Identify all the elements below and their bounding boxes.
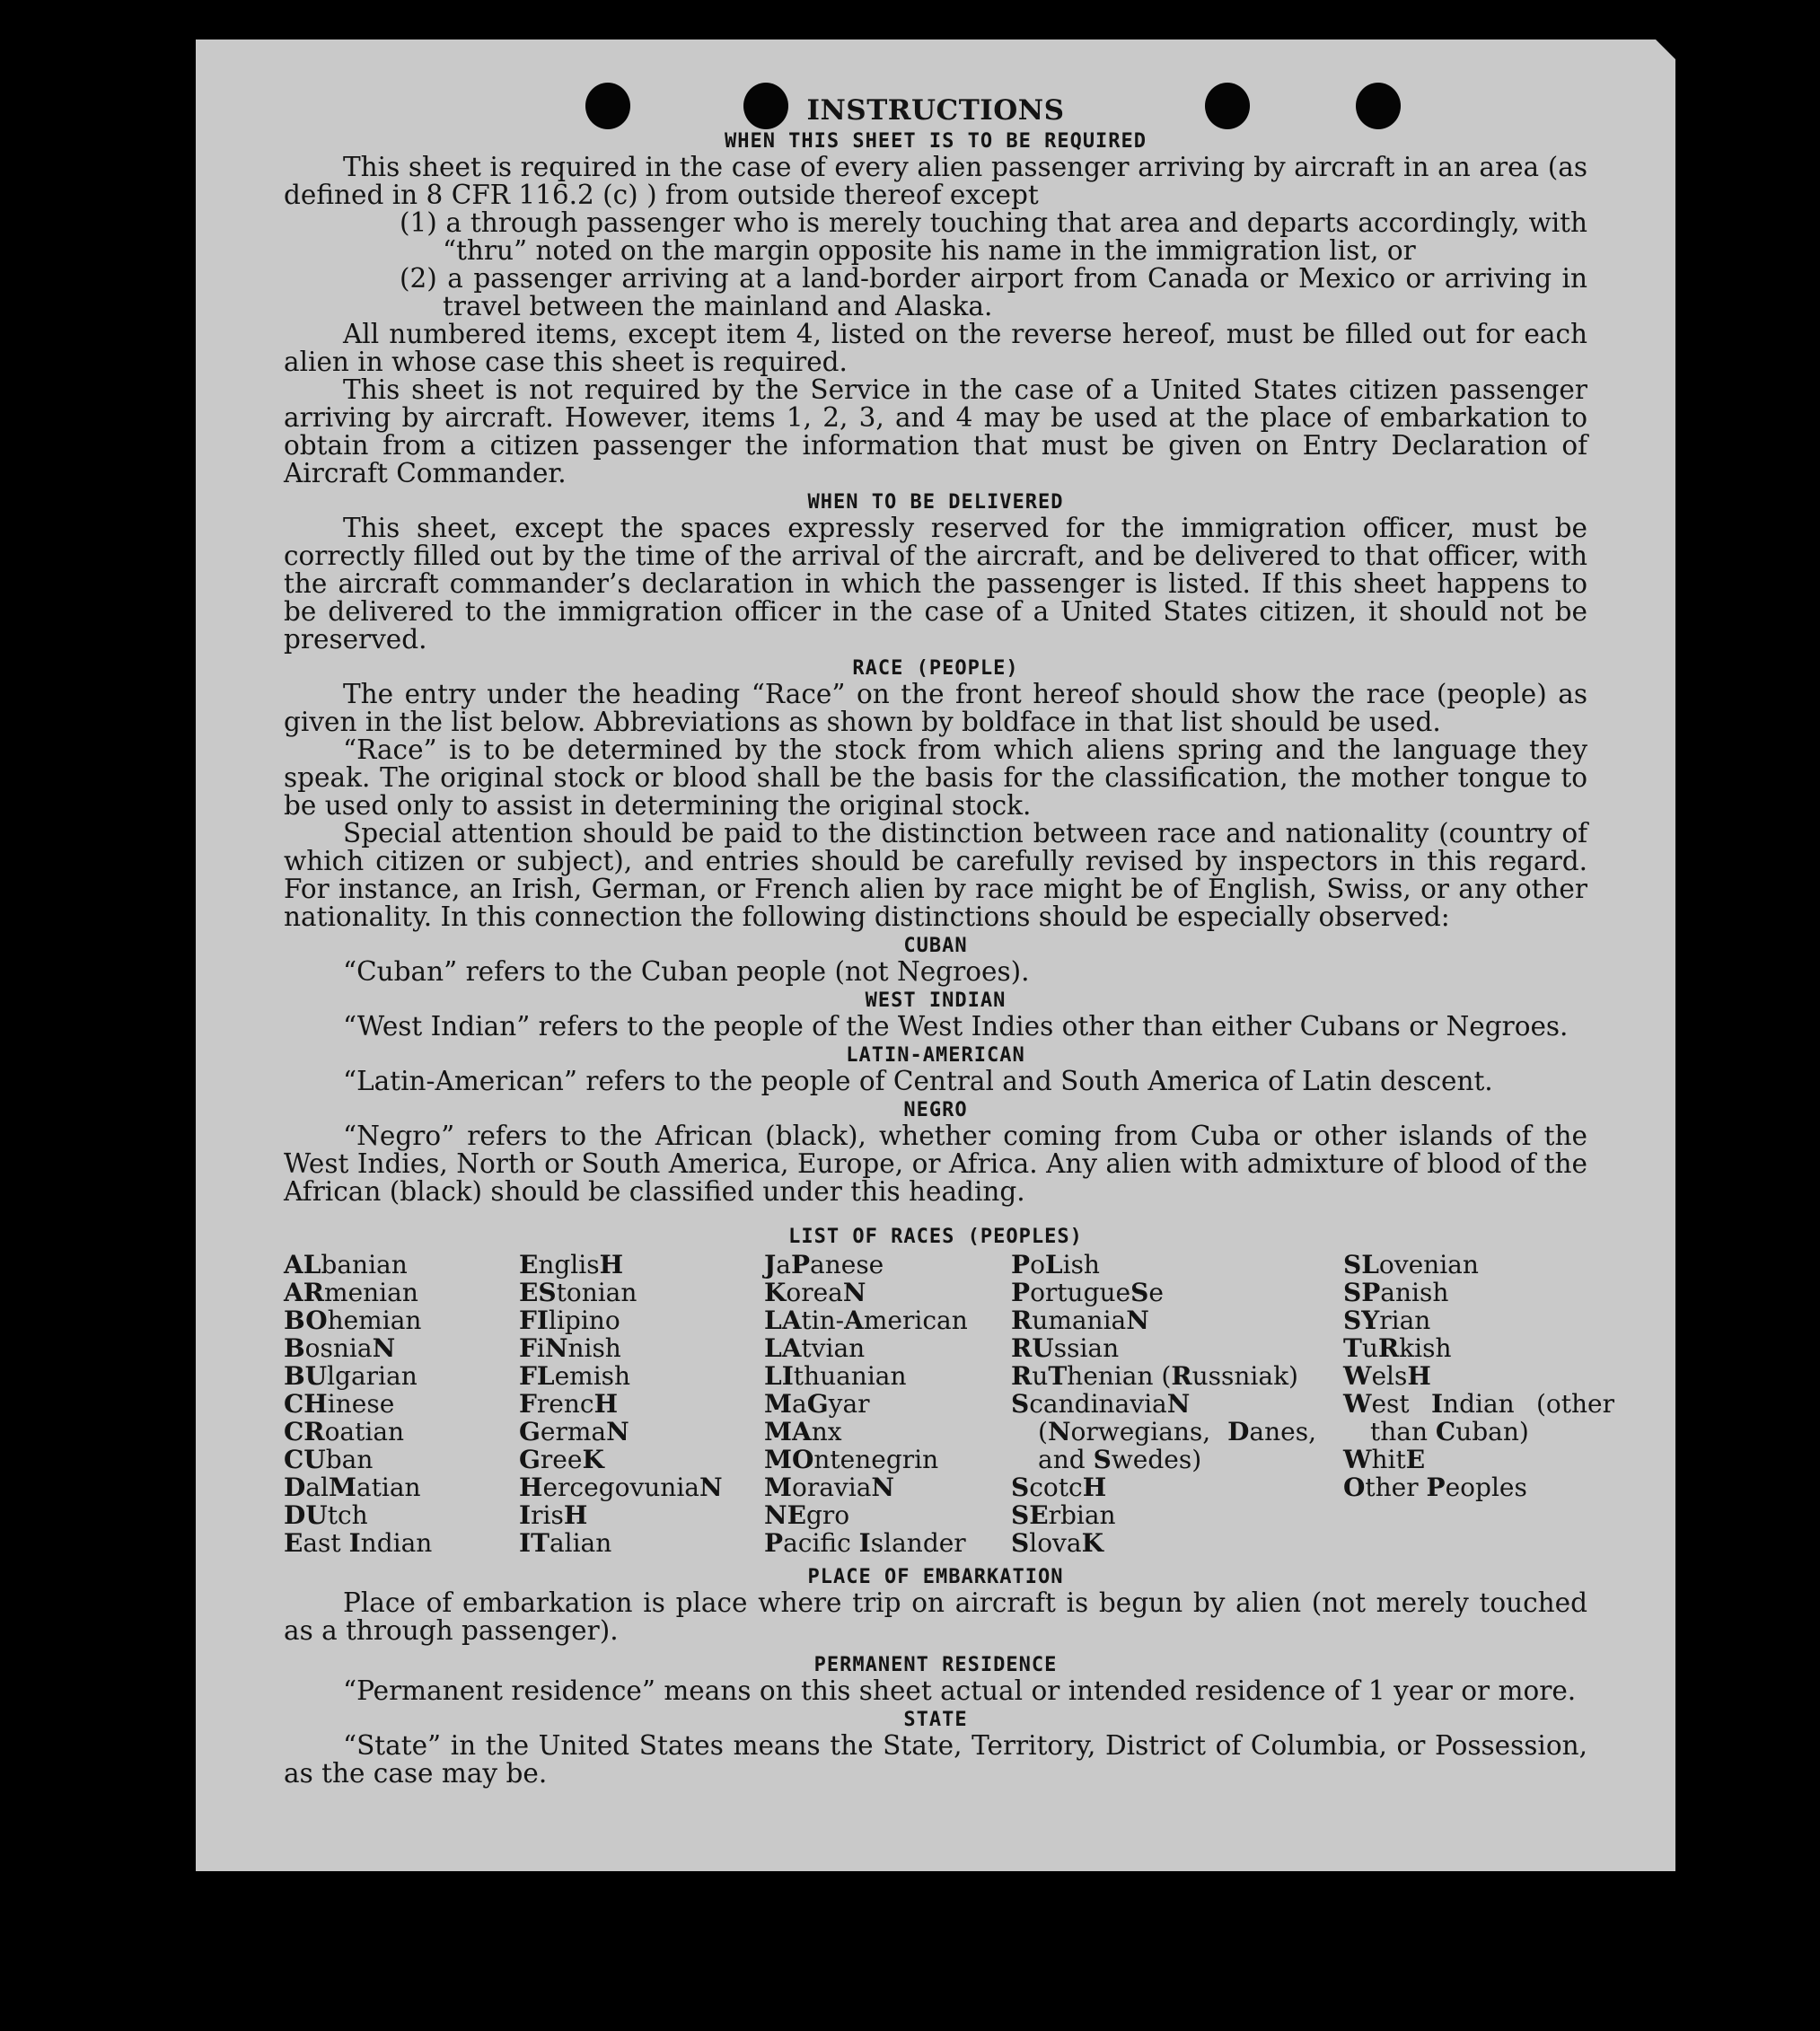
race-entry: ScotcH <box>1011 1473 1107 1502</box>
section-heading-race: RACE (PEOPLE) <box>852 657 1019 680</box>
paragraph: Place of embarkation is place where trip on aircraft is begun by alien (not merely touched as a through passenger). <box>284 1587 1587 1646</box>
race-entry: PoLish <box>1011 1250 1100 1279</box>
race-entry: RuThenian (Russniak) <box>1011 1361 1298 1391</box>
race-entry: ITalian <box>519 1528 612 1558</box>
definition-negro: “Negro” refers to the African (black), whether coming from Cuba or other islands of the West Indies, North or South America, Europe, or Africa. Any alien with admixture of blood of the African (black) should be classified under this heading. <box>284 1121 1587 1207</box>
race-entry: IrisH <box>519 1500 588 1530</box>
race-entry: FLemish <box>519 1361 631 1391</box>
race-column <box>519 1251 764 1557</box>
section-heading-required: WHEN THIS SHEET IS TO BE REQUIRED <box>724 130 1147 153</box>
race-entry: CRoatian <box>284 1417 405 1446</box>
race-entry: West Indian (other than Cuban) <box>1343 1389 1614 1446</box>
race-entry: MAnx <box>764 1417 842 1446</box>
race-entry: FrencH <box>519 1389 619 1419</box>
race-entry: DalMatian <box>284 1473 421 1502</box>
race-entry: FiNnish <box>519 1333 621 1363</box>
race-entry: LIthuanian <box>764 1361 907 1391</box>
race-entry: BUlgarian <box>284 1361 418 1391</box>
race-entry: SLovenian <box>1343 1250 1479 1279</box>
race-column <box>1343 1250 1614 1557</box>
race-entry: SPanish <box>1343 1278 1449 1307</box>
document-sheet <box>196 40 1675 1871</box>
race-entry: CHinese <box>284 1389 395 1419</box>
paragraph: All numbered items, except item 4, listed on the reverse hereof, must be filled out for each alien in whose case this sheet is required. <box>284 319 1587 377</box>
race-entry: WhitE <box>1343 1445 1426 1474</box>
race-entry: Other Peoples <box>1343 1473 1527 1502</box>
instructions-content <box>284 94 1614 1789</box>
race-entry: TuRkish <box>1343 1333 1452 1363</box>
paragraph: “State” in the United States means the State, Territory, District of Columbia, or Possession, as the case may be. <box>284 1730 1587 1789</box>
race-entry: EStonian <box>519 1278 637 1307</box>
race-entry: LAtin-American <box>764 1306 968 1335</box>
race-entry: MoraviaN <box>764 1473 894 1502</box>
race-list <box>284 1250 1614 1558</box>
paragraph: This sheet, except the spaces expressly reserved for the immigration officer, must be correctly filled out by the time of the arrival of the aircraft, and be delivered to that officer, with the aircraft commander’s declaration in which the passenger is listed. If this sheet happens to be delivered to the immigration officer in the case of a United States citizen, it should not be preserved. <box>284 513 1587 655</box>
race-entry: HercegovuniaN <box>519 1473 723 1502</box>
race-entry: MaGyar <box>764 1389 870 1419</box>
section-heading-state: STATE <box>903 1709 968 1731</box>
paragraph: The entry under the heading “Race” on the front hereof should show the race (people) as given in the list below. Abbreviations as shown by boldface in that list should be used. <box>284 679 1587 737</box>
race-entry: WelsH <box>1343 1361 1431 1391</box>
race-entry: MOntenegrin <box>764 1445 939 1474</box>
race-entry: ALbanian <box>284 1250 408 1279</box>
exception-item: (1) a through passenger who is merely touching that area and departs accordingly, with “thru” noted on the margin opposite his name in the immigration list, or <box>400 207 1587 266</box>
subheading-latin-american: LATIN-AMERICAN <box>846 1044 1025 1067</box>
race-entry: KoreaN <box>764 1278 866 1307</box>
race-entry: BOhemian <box>284 1306 422 1335</box>
race-entry: RumaniaN <box>1011 1306 1149 1335</box>
paragraph: Special attention should be paid to the distinction between race and nationality (country of which citizen or subject), and entries should be carefully revised by inspectors in this regard. For instance, an Irish, German, or French alien by race might be of English, Swiss, or any other nationality. In this connection the following distinctions should be especially observed: <box>284 818 1587 932</box>
race-entry: RUssian <box>1011 1333 1120 1363</box>
race-entry: PortugueSe <box>1011 1278 1164 1307</box>
paragraph: “Race” is to be determined by the stock from which aliens spring and the language they speak. The original stock or blood shall be the basis for the classification, the mother tongue to be used only to assist in determining the original stock. <box>284 734 1587 821</box>
subheading-cuban: CUBAN <box>903 935 968 957</box>
paragraph: This sheet is required in the case of every alien passenger arriving by aircraft in an area (as defined in 8 CFR 116.2 (c) ) from outside thereof except <box>284 152 1587 210</box>
race-entry: SYrian <box>1343 1306 1431 1335</box>
race-entry: GermaN <box>519 1417 629 1446</box>
definition-latin-american: “Latin-American” refers to the people of Central and South America of Latin descent. <box>343 1066 1493 1096</box>
race-entry: JaPanese <box>764 1250 884 1279</box>
race-entry: EnglisH <box>519 1250 624 1279</box>
race-column <box>1011 1251 1343 1557</box>
race-entry: DUtch <box>284 1500 368 1530</box>
race-entry: SlovaK <box>1011 1528 1103 1558</box>
race-entry: FIlipino <box>519 1306 620 1335</box>
section-heading-delivered: WHEN TO BE DELIVERED <box>807 491 1064 514</box>
paragraph: “Permanent residence” means on this sheet actual or intended residence of 1 year or more. <box>343 1675 1577 1706</box>
subheading-west-indian: WEST INDIAN <box>865 989 1007 1012</box>
race-entry: SErbian <box>1011 1500 1116 1530</box>
race-entry: NEgro <box>764 1500 850 1530</box>
race-entry: CUban <box>284 1445 374 1474</box>
definition-cuban: “Cuban” refers to the Cuban people (not Negroes). <box>343 956 1030 987</box>
page-title: INSTRUCTIONS <box>806 94 1065 127</box>
race-list-heading: LIST OF RACES (PEOPLES) <box>788 1226 1083 1248</box>
race-entry: BosniaN <box>284 1333 396 1363</box>
race-column <box>284 1251 519 1557</box>
race-entry: Pacific Islander <box>764 1528 966 1558</box>
section-heading-residence: PERMANENT RESIDENCE <box>813 1654 1058 1676</box>
race-entry: East Indian <box>284 1528 433 1558</box>
subheading-negro: NEGRO <box>903 1099 968 1121</box>
race-entry: ARmenian <box>284 1278 418 1307</box>
race-entry: GreeK <box>519 1445 604 1474</box>
paragraph: This sheet is not required by the Service in the case of a United States citizen passenger arriving by aircraft. However, items 1, 2, 3, and 4 may be used at the place of embarkation to obtain from a citizen passenger the information that must be given on Entry Declaration of Aircraft Commander. <box>284 374 1587 488</box>
exception-item: (2) a passenger arriving at a land-border airport from Canada or Mexico or arriving in travel between the mainland and Alaska. <box>400 263 1587 321</box>
folded-corner <box>1654 38 1677 61</box>
race-column <box>764 1251 1011 1557</box>
race-entry: ScandinaviaN (Norwegians, Danes, and Swedes) <box>1011 1389 1316 1474</box>
definition-west-indian: “West Indian” refers to the people of the West Indies other than either Cubans or Negroes. <box>343 1011 1569 1042</box>
section-heading-embarkation: PLACE OF EMBARKATION <box>807 1566 1064 1588</box>
race-entry: LAtvian <box>764 1333 866 1363</box>
